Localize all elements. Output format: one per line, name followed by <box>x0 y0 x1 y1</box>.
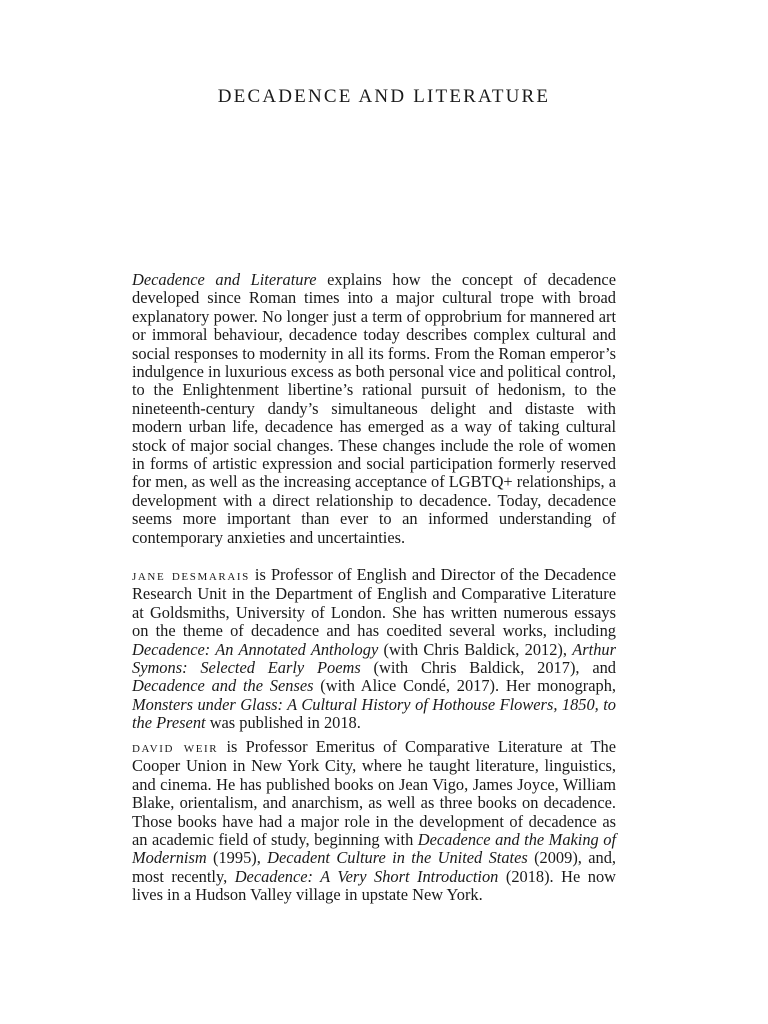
work-title: Arthur Symons: Selected Early Poems <box>132 639 616 678</box>
work-title: Decadence: An Annotated Anthology <box>132 639 379 659</box>
work-title: Decadence and the Senses <box>132 676 314 696</box>
description-paragraph <box>132 271 616 547</box>
work-title: Decadence: A Very Short Introduction <box>234 866 499 886</box>
book-description <box>132 271 616 547</box>
work-title: Decadence and the Making of Modernism <box>132 830 616 868</box>
author-bio-weir <box>132 738 616 905</box>
bio-paragraph <box>132 738 616 905</box>
work-title: Decadent Culture in the United States <box>267 848 528 868</box>
bio-text: (with Alice Condé, 2017). Her monograph, <box>313 676 617 696</box>
description-text: explains how the concept of decadence developed since Roman times into a major cultural trope with broad explanatory power. No longer just a term of opprobrium for mannered art or immoral behaviour, decadence today describes complex cultural and social responses to modernity in all its forms. From the Roman emperor’s indulgence in luxurious excess as both personal vice and political control, to the Enlightenment libertine’s rational pursuit of hedonism, to the nineteenth-century dandy’s simultaneous delight and distaste with modern urban life, decadence has emerged as a way of taking cultural stock of major social changes. These changes include the role of women in forms of artistic expression and social participation formerly reserved for men, as well as the increasing acceptance of LGBTQ+ relationships, a development with a direct relationship to decadence. Today, decadence seems more important than ever to an informed understanding of contemporary anxieties and uncertainties. <box>132 270 616 547</box>
bio-text: is Professor Emeritus of Comparative Literature at The Cooper Union in New York City, where he taught literature, linguistics, and cinema. He has published books on Jean Vigo, James Joyce, William Blake, orientalism, and anarchism, as well as three books on decadence. Those books have had a major role in the development of decadence as an academic field of study, beginning with <box>132 737 616 850</box>
bio-text: (2009), and, most recently, <box>132 848 616 886</box>
page-title: DECADENCE AND LITERATURE <box>217 86 551 107</box>
work-title: Monsters under Glass: A Cultural History of Hothouse Flowers, 1850, to the Present <box>132 694 616 733</box>
book-title: Decadence and Literature <box>132 270 317 289</box>
bio-text: (with Chris Baldick, 2012), <box>378 639 573 659</box>
bio-text: is Professor of English and Director of the Decadence Research Unit in the Department of English and Comparative Literature at Goldsmiths, University of London. She has written numerous essays on the theme of decadence and has coedited several works, including <box>132 565 616 641</box>
bio-text: (1995), <box>206 848 268 868</box>
author-name: david weir <box>132 739 219 756</box>
bio-paragraph <box>132 566 616 733</box>
author-bio-desmarais <box>132 566 616 733</box>
bio-text: was published in 2018. <box>205 713 361 733</box>
author-name: jane desmarais <box>132 567 250 584</box>
bio-text: (2018). He now lives in a Hudson Valley village in upstate New York. <box>132 866 616 905</box>
bio-text: (with Chris Baldick, 2017), and <box>360 658 616 678</box>
